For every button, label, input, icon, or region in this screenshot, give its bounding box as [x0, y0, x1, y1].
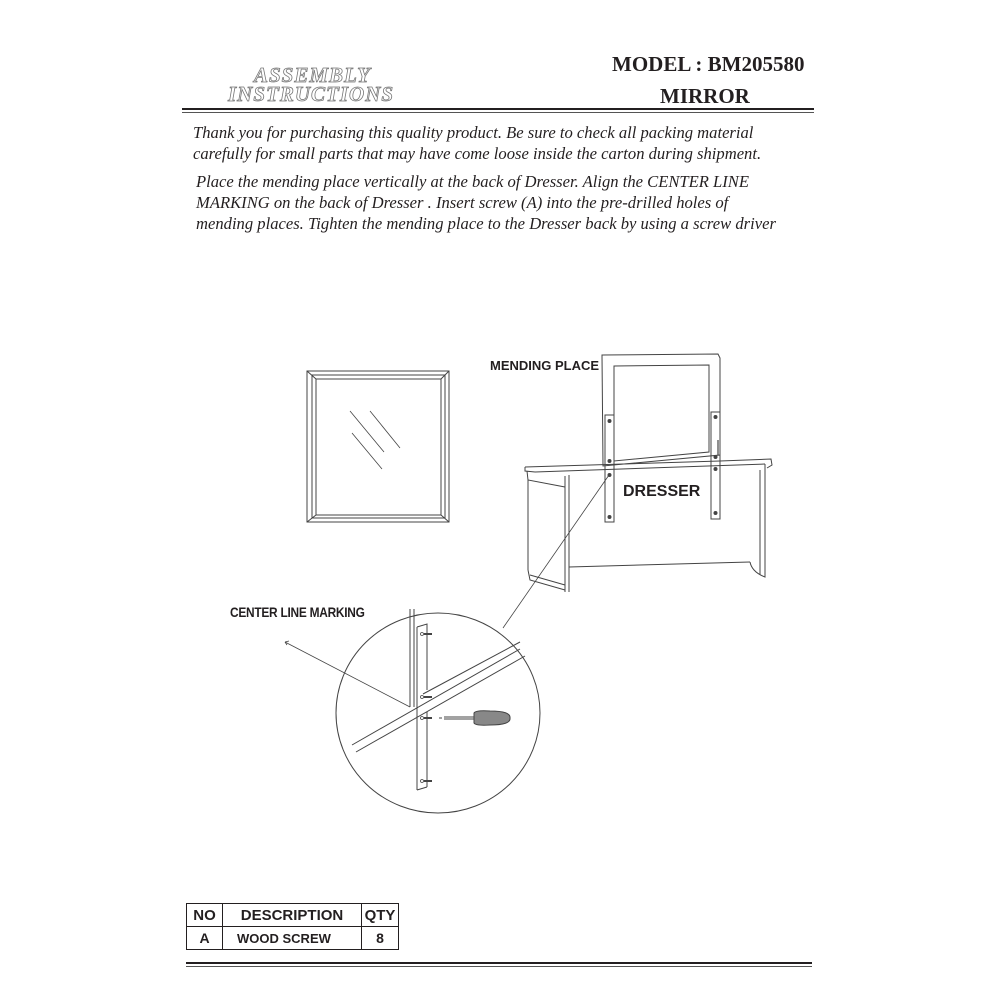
header-no: NO — [187, 904, 223, 927]
center-line-leader — [285, 642, 410, 707]
mending-place-label: MENDING PLACE — [490, 358, 600, 373]
part-qty: 8 — [362, 927, 399, 950]
dresser-label: DRESSER — [623, 483, 701, 500]
table-header-row — [187, 904, 399, 927]
part-description: WOOD SCREW — [223, 927, 362, 950]
dresser-illustration — [525, 459, 772, 592]
header-description: DESCRIPTION — [223, 904, 362, 927]
detail-leader-line — [503, 475, 609, 628]
center-line-marking-label: CENTER LINE MARKING — [230, 604, 365, 620]
intro-line: Thank you for purchasing this quality product. Be sure to check all packing material — [193, 123, 754, 142]
screwdriver-icon — [439, 711, 510, 726]
model-number: MODEL : BM205580 — [612, 52, 805, 76]
detail-circle — [336, 609, 540, 813]
logo-line-1: ASSEMBLY — [254, 63, 371, 87]
part-no: A — [187, 927, 223, 950]
instruction-line: mending places. Tighten the mending place to the Dresser back by using a screw driver — [196, 214, 776, 233]
instruction-line: MARKING on the back of Dresser . Insert screw (A) into the pre-drilled holes of — [196, 193, 729, 212]
intro-line: carefully for small parts that may have come loose inside the carton during shipment. — [193, 144, 762, 163]
header-qty: QTY — [362, 904, 399, 927]
logo-line-2: INSTRUCTIONS — [228, 82, 395, 106]
footer-divider-thin — [186, 966, 812, 967]
footer-divider — [186, 962, 812, 964]
parts-table — [186, 903, 399, 950]
mirror-illustration — [307, 371, 449, 522]
instruction-line: Place the mending place vertically at the back of Dresser. Align the CENTER LINE — [196, 172, 750, 191]
table-row — [187, 927, 399, 950]
product-name: MIRROR — [660, 84, 750, 108]
